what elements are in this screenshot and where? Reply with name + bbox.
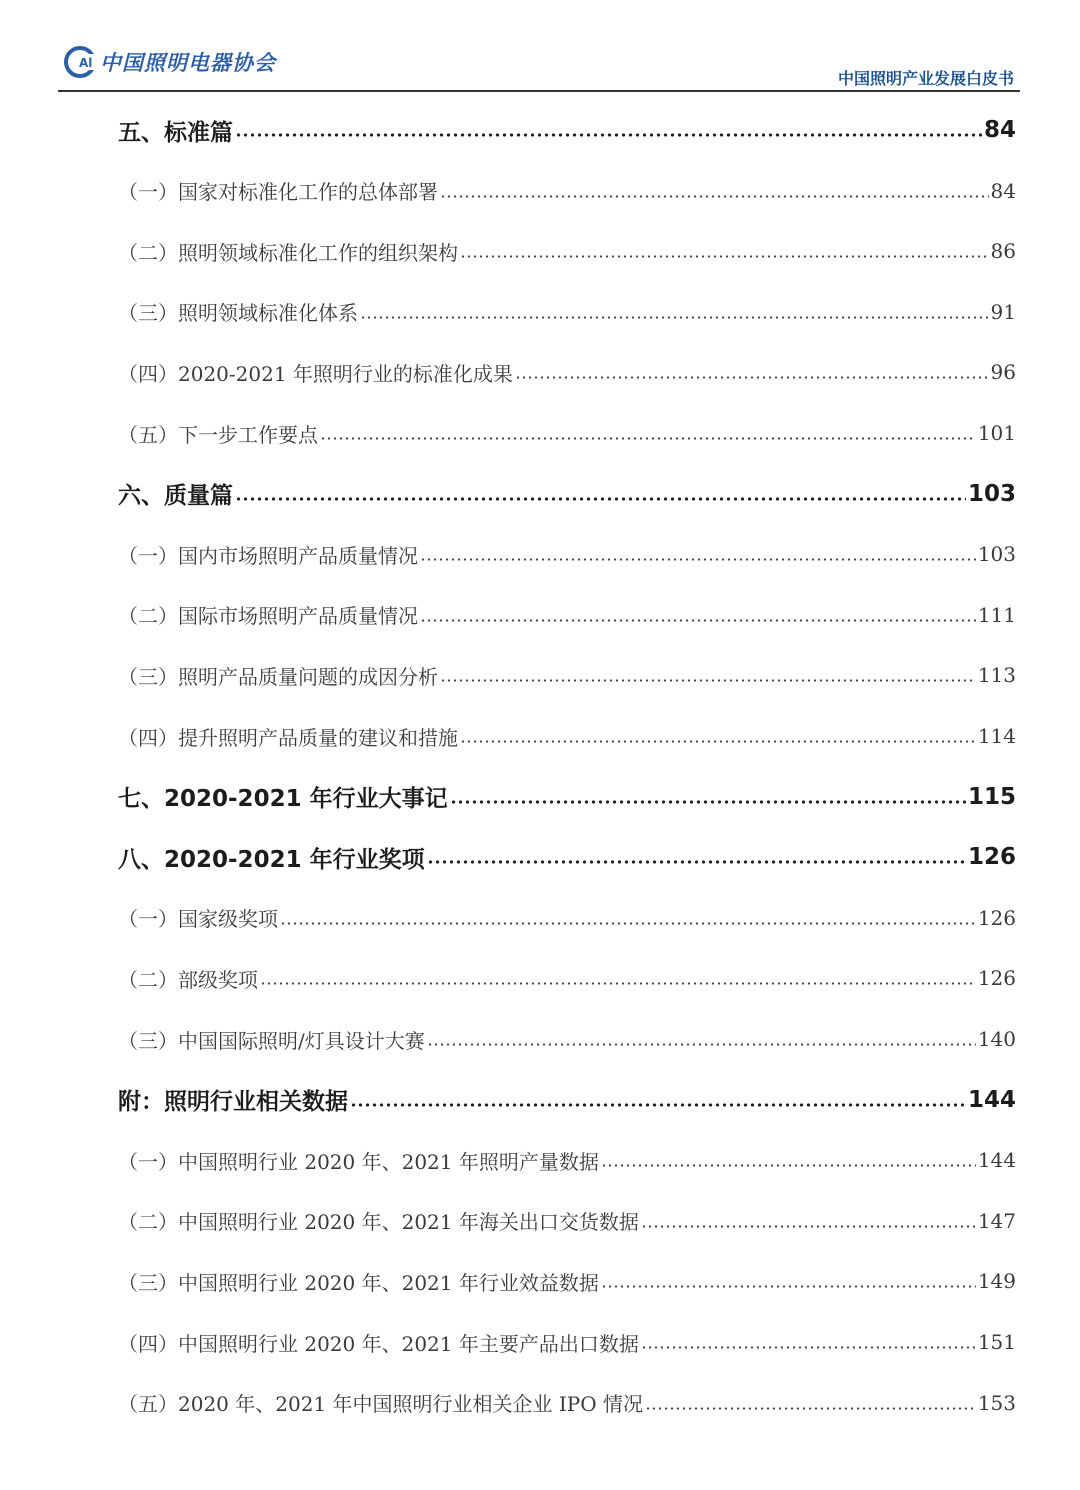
toc-section-entry[interactable]	[118, 655, 1016, 695]
toc-entry-title: （二）部级奖项	[118, 967, 258, 992]
toc-page-number: 140	[977, 1027, 1016, 1051]
toc-entry-title: （三）中国照明行业 2020 年、2021 年行业效益数据	[118, 1270, 599, 1295]
toc-section-entry[interactable]	[118, 413, 1016, 453]
document-title: 中国照明产业发展白皮书	[837, 69, 1014, 88]
toc-entry-title: （二）中国照明行业 2020 年、2021 年海关出口交货数据	[118, 1210, 639, 1235]
toc-page-number: 114	[977, 724, 1016, 748]
toc-dot-leader	[460, 716, 976, 756]
toc-section-entry[interactable]	[118, 231, 1016, 271]
toc-entry-title: 六、质量篇	[118, 483, 233, 510]
toc-dot-leader	[280, 898, 976, 938]
toc-entry-title: （一）国家对标准化工作的总体部署	[118, 180, 438, 205]
toc-entry-title: （五）下一步工作要点	[118, 422, 318, 447]
toc-entry-title: （一）国内市场照明产品质量情况	[118, 543, 418, 568]
toc-dot-leader	[440, 171, 989, 211]
toc-entry-title: （二）照明领域标准化工作的组织架构	[118, 240, 458, 265]
toc-dot-leader	[641, 1322, 976, 1362]
toc-page-number: 144	[977, 1148, 1016, 1173]
toc-section-entry[interactable]	[118, 171, 1016, 211]
toc-dot-leader	[320, 413, 976, 453]
toc-page-number: 101	[977, 421, 1016, 445]
toc-page-number: 84	[983, 117, 1016, 143]
header-divider	[58, 90, 1020, 92]
toc-page-number: 149	[977, 1269, 1016, 1294]
toc-dot-leader	[460, 231, 989, 271]
toc-entry-title: （四）2020-2021 年照明行业的标准化成果	[118, 361, 513, 386]
toc-entry-title: （一）中国照明行业 2020 年、2021 年照明产量数据	[118, 1149, 599, 1174]
toc-entry-title: （三）照明产品质量问题的成因分析	[118, 664, 438, 689]
toc-page-number: 126	[977, 966, 1016, 991]
toc-dot-leader	[427, 1019, 976, 1059]
toc-entry-title: 八、2020-2021 年行业奖项	[118, 846, 425, 873]
toc-entry-title: （二）国际市场照明产品质量情况	[118, 604, 418, 629]
toc-dot-leader	[427, 837, 966, 877]
toc-entry-title: 七、2020-2021 年行业大事记	[118, 786, 448, 813]
toc-section-entry[interactable]	[118, 1261, 1016, 1301]
toc-dot-leader	[350, 1080, 966, 1120]
toc-entry-title: （三）中国国际照明/灯具设计大赛	[118, 1028, 425, 1053]
toc-chapter-entry[interactable]	[118, 110, 1016, 150]
toc-entry-title: （四）提升照明产品质量的建议和措施	[118, 725, 458, 750]
toc-page-number: 113	[977, 663, 1016, 688]
cali-logo-icon	[64, 46, 96, 78]
toc-page-number: 111	[977, 602, 1016, 627]
toc-entry-title: （三）照明领域标准化体系	[118, 301, 358, 326]
toc-page-number: 126	[967, 844, 1016, 871]
association-logo	[64, 46, 276, 78]
toc-section-entry[interactable]	[118, 595, 1016, 635]
toc-section-entry[interactable]	[118, 958, 1016, 998]
toc-dot-leader	[360, 292, 989, 332]
toc-dot-leader	[601, 1261, 976, 1301]
toc-section-entry[interactable]	[118, 292, 1016, 332]
toc-dot-leader	[515, 352, 989, 392]
toc-section-entry[interactable]	[118, 1140, 1016, 1180]
toc-section-entry[interactable]	[118, 898, 1016, 938]
toc-entry-title: 五、标准篇	[118, 119, 233, 146]
toc-chapter-entry[interactable]	[118, 777, 1016, 817]
toc-page-number: 153	[977, 1390, 1016, 1415]
toc-entry-title: 附：照明行业相关数据	[118, 1089, 348, 1116]
toc-dot-leader	[440, 655, 976, 695]
toc-chapter-entry[interactable]	[118, 837, 1016, 877]
toc-page-number: 103	[967, 480, 1016, 507]
toc-page-number: 96	[990, 360, 1016, 385]
toc-dot-leader	[420, 595, 976, 635]
toc-page-number: 151	[977, 1330, 1016, 1354]
toc-section-entry[interactable]	[118, 534, 1016, 574]
toc-entry-title: （一）国家级奖项	[118, 907, 278, 932]
toc-dot-leader	[235, 110, 982, 150]
toc-chapter-entry[interactable]	[118, 1080, 1016, 1120]
logo-text: 中国照明电器协会	[100, 50, 276, 75]
toc-page-number: 126	[977, 905, 1016, 930]
toc-page-number: 147	[977, 1208, 1016, 1233]
toc-dot-leader	[235, 474, 966, 514]
toc-chapter-entry[interactable]	[118, 474, 1016, 514]
toc-dot-leader	[260, 958, 976, 998]
toc-entry-title: （五）2020 年、2021 年中国照明行业相关企业 IPO 情况	[118, 1392, 643, 1417]
toc-section-entry[interactable]	[118, 1019, 1016, 1059]
toc-entry-title: （四）中国照明行业 2020 年、2021 年主要产品出口数据	[118, 1331, 639, 1356]
toc-dot-leader	[641, 1201, 976, 1241]
toc-dot-leader	[450, 777, 966, 817]
toc-page-number: 115	[967, 783, 1016, 810]
toc-dot-leader	[645, 1383, 976, 1423]
toc-page-number: 84	[990, 178, 1016, 203]
toc-dot-leader	[601, 1140, 976, 1180]
toc-page-number: 144	[967, 1086, 1016, 1113]
page-header	[0, 0, 1080, 96]
toc-section-entry[interactable]	[118, 352, 1016, 392]
toc-page-number: 86	[990, 239, 1016, 264]
toc-section-entry[interactable]	[118, 1322, 1016, 1362]
toc-page-number: 103	[977, 542, 1016, 567]
svg-text:Al: Al	[79, 56, 93, 70]
toc-section-entry[interactable]	[118, 716, 1016, 756]
toc-dot-leader	[420, 534, 976, 574]
toc-section-entry[interactable]	[118, 1201, 1016, 1241]
toc-section-entry[interactable]	[118, 1383, 1016, 1423]
toc-page-number: 91	[990, 299, 1016, 324]
